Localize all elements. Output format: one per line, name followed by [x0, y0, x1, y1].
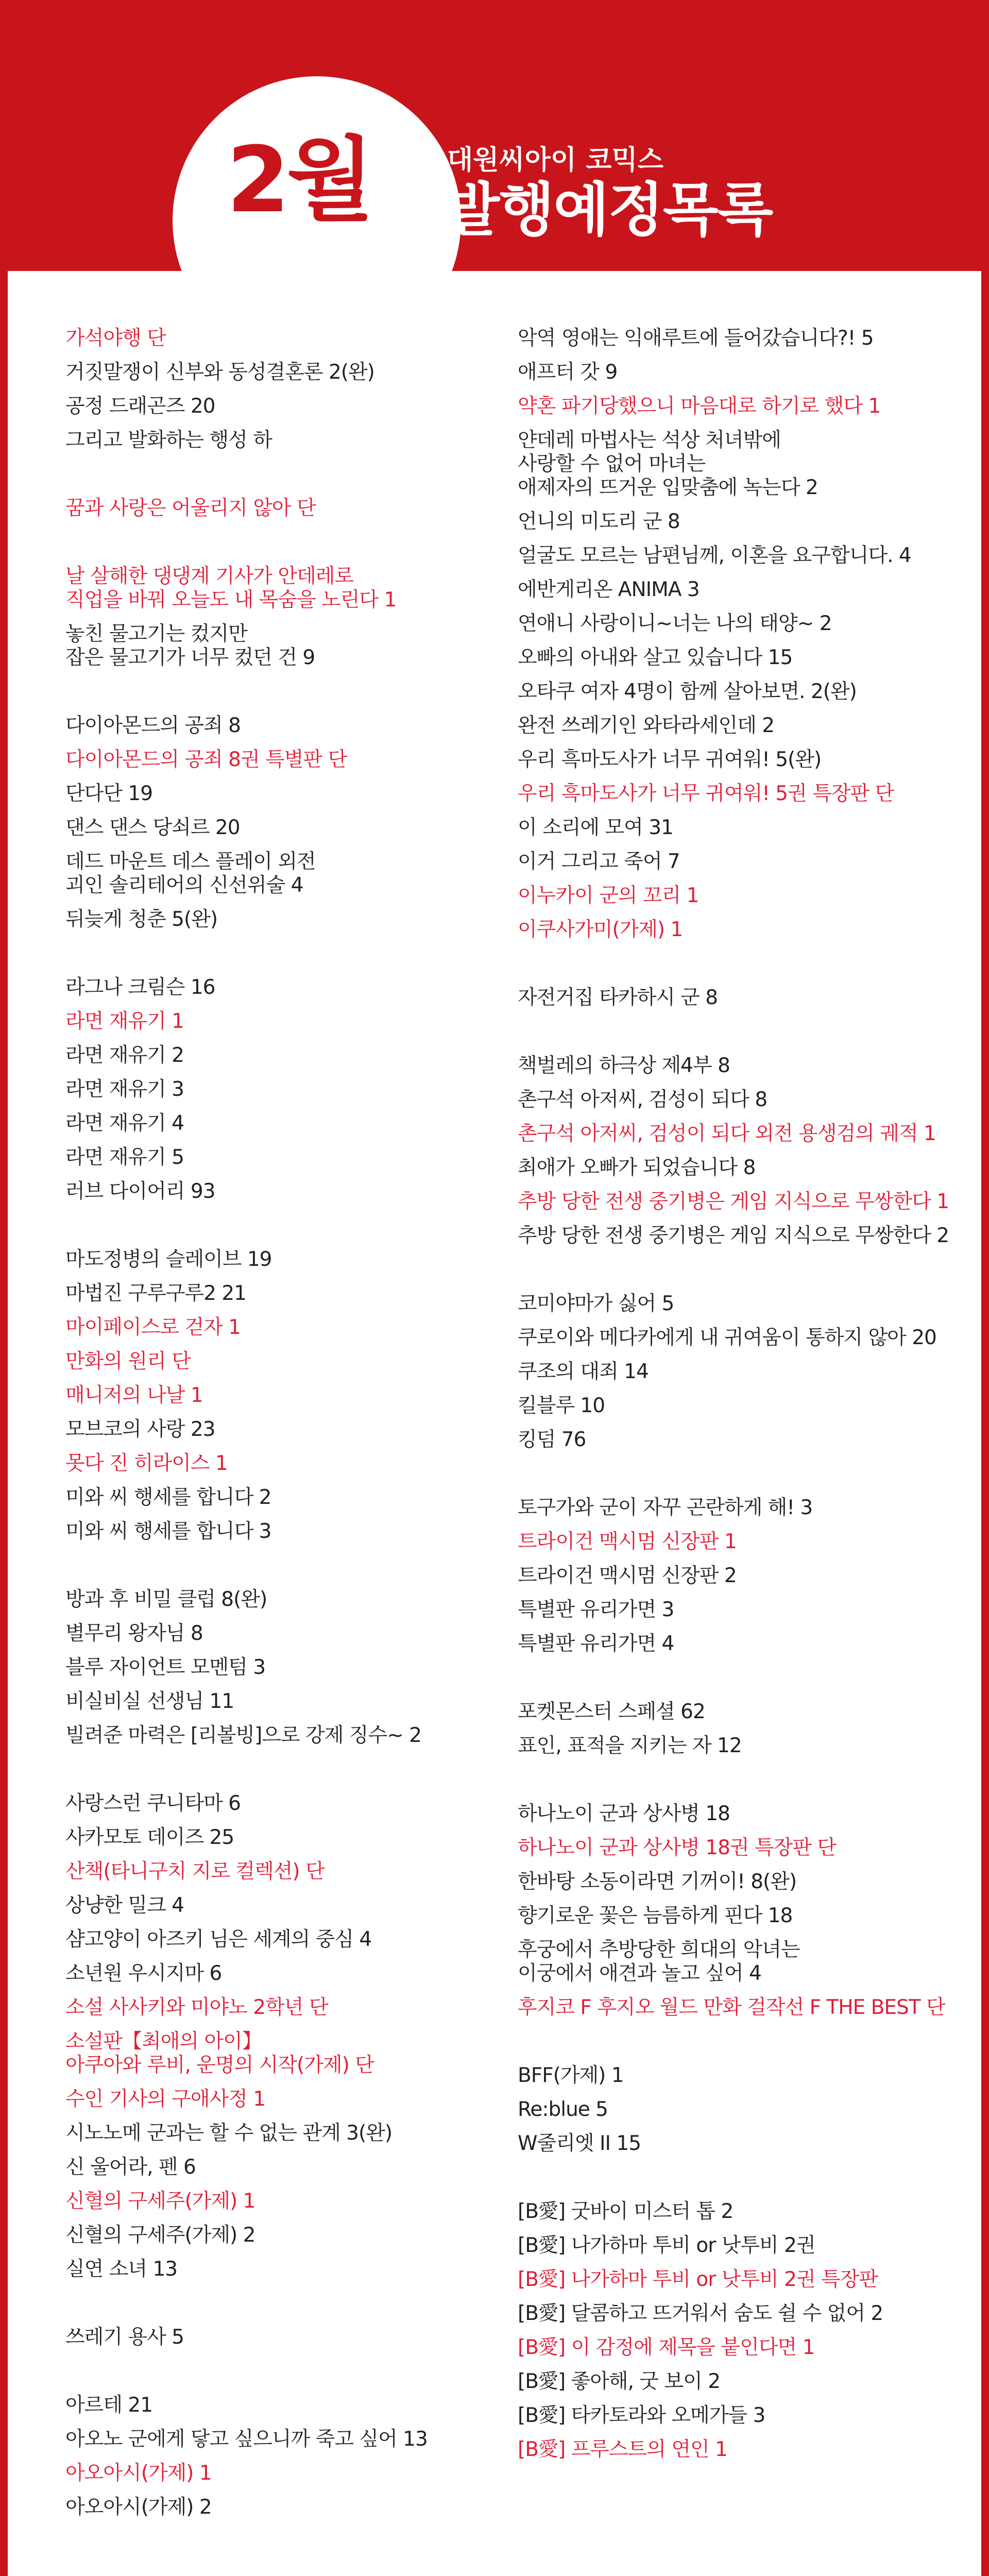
group-spacer	[65, 937, 498, 971]
release-title: [B愛] 굿바이 미스터 톱 2	[518, 2200, 734, 2223]
release-title: 시노노메 군과는 할 수 없는 관계 3(완)	[65, 2122, 393, 2145]
release-title: 최애가 오빠가 되었습니다 8	[518, 1156, 756, 1179]
release-title: 상냥한 밀크 4	[65, 1894, 184, 1917]
release-title: [B愛] 나가하마 투비 or 낫투비 2권	[518, 2234, 815, 2257]
release-title: 샴고양이 아즈키 님은 세계의 중심 4	[65, 1928, 372, 1951]
release-title: 촌구석 아저씨, 검성이 되다 8	[518, 1088, 768, 1111]
group-spacer	[518, 947, 976, 981]
release-title: 라면 재유기 4	[65, 1112, 184, 1135]
release-title: 트라이건 맥시멈 신장판 2	[518, 1564, 737, 1587]
release-title: 오빠의 아내와 살고 있습니다 15	[518, 646, 793, 669]
release-title: 완전 쓰레기인 와타라세인데 2	[518, 714, 775, 737]
release-title: 블루 자이언트 모멘텀 3	[65, 1656, 266, 1679]
header-banner	[0, 0, 989, 275]
release-title: 언니의 미도리 군 8	[518, 510, 680, 533]
group-spacer	[65, 1209, 498, 1243]
group-spacer	[518, 1763, 976, 1797]
release-title: 코미야마가 싫어 5	[518, 1292, 674, 1315]
release-title: 우리 흑마도사가 너무 귀여워! 5(완)	[518, 748, 822, 771]
month-label: 2월	[227, 127, 371, 233]
release-title: 라면 재유기 5	[65, 1146, 184, 1169]
group-spacer	[518, 1457, 976, 1491]
release-list-right	[518, 321, 976, 2467]
release-title-highlight: 이누카이 군의 꼬리 1	[518, 884, 699, 907]
release-title-highlight: 마이페이스로 걷자 1	[65, 1316, 241, 1339]
release-title: 포켓몬스터 스페셜 62	[518, 1700, 705, 1723]
release-title: 라그나 크림슨 16	[65, 976, 215, 999]
release-title: 방과 후 비밀 클럽 8(완)	[65, 1588, 267, 1611]
release-title: 마법진 구루구루2 21	[65, 1282, 246, 1305]
release-title-highlight: 우리 흑마도사가 너무 귀여워! 5권 특장판 단	[518, 782, 894, 805]
group-spacer	[518, 1015, 976, 1049]
release-title: 미와 씨 행세를 합니다 2	[65, 1486, 271, 1509]
release-title: 오타쿠 여자 4명이 함께 살아보면. 2(완)	[518, 680, 857, 703]
release-title-highlight: 신혈의 구세주(가제) 1	[65, 2190, 255, 2213]
release-title: 악역 영애는 익애루트에 들어갔습니다?! 5	[518, 327, 874, 350]
release-title: Re:blue 5	[518, 2098, 608, 2121]
release-title: 얀데레 마법사는 석상 처녀밖에 사랑할 수 없어 마녀는 애제자의 뜨거운 입맞춤에 녹는다 2	[518, 429, 818, 499]
release-title: 표인, 표적을 지키는 자 12	[518, 1734, 742, 1757]
release-title: 이 소리에 모여 31	[518, 816, 673, 839]
release-title: W줄리엣 II 15	[518, 2132, 641, 2155]
release-title: 책벌레의 하극상 제4부 8	[518, 1054, 730, 1077]
release-title: 신 울어라, 펜 6	[65, 2156, 196, 2179]
release-list-panel	[8, 271, 981, 2576]
release-title: 사카모토 데이즈 25	[65, 1826, 234, 1849]
release-title: 쿠로이와 메다카에게 내 귀여움이 통하지 않아 20	[518, 1326, 936, 1349]
release-title: 비실비실 선생님 11	[65, 1690, 234, 1713]
release-title: [B愛] 좋아해, 굿 보이 2	[518, 2370, 721, 2393]
release-title-highlight: 이쿠사가미(가제) 1	[518, 918, 683, 941]
release-title-highlight: 못다 진 히라이스 1	[65, 1452, 228, 1475]
release-title: 연애니 사랑이니~너는 나의 태양~ 2	[518, 612, 832, 635]
release-title: 사랑스런 쿠니타마 6	[65, 1792, 241, 1815]
release-title: 아오아시(가제) 2	[65, 2496, 212, 2519]
release-title: 빌려준 마력은 [리볼빙]으로 강제 징수~ 2	[65, 1724, 422, 1747]
release-title-highlight: 아오아시(가제) 1	[65, 2462, 212, 2485]
release-title: 토구가와 군이 자꾸 곤란하게 해! 3	[518, 1496, 813, 1519]
release-title-highlight: 트라이건 맥시멈 신장판 1	[518, 1530, 737, 1553]
release-title: 라면 재유기 2	[65, 1044, 184, 1067]
release-title: 마도정병의 슬레이브 19	[65, 1248, 272, 1271]
release-title: 킹덤 76	[518, 1428, 586, 1451]
release-title-highlight: 추방 당한 전생 중기병은 게임 지식으로 무쌍한다 1	[518, 1190, 949, 1213]
release-title: [B愛] 달콤하고 뜨거워서 숨도 쉴 수 없어 2	[518, 2302, 883, 2325]
release-title-highlight: 산책(타니구치 지로 컬렉션) 단	[65, 1860, 325, 1883]
release-title: 소년원 우시지마 6	[65, 1962, 222, 1985]
release-title: 다이아몬드의 공죄 8	[65, 714, 241, 737]
release-title-highlight: 촌구석 아저씨, 검성이 되다 외전 용생검의 궤적 1	[518, 1122, 936, 1145]
group-spacer	[518, 1661, 976, 1695]
release-title: 별무리 왕자님 8	[65, 1622, 203, 1645]
release-title-highlight: 라면 재유기 1	[65, 1010, 184, 1033]
release-title: 그리고 발화하는 행성 하	[65, 429, 272, 452]
release-title: 특별판 유리가면 4	[518, 1632, 674, 1655]
release-title: 향기로운 꽃은 늠름하게 핀다 18	[518, 1904, 793, 1927]
release-title: BFF(가제) 1	[518, 2064, 624, 2087]
release-title: 에반게리온 ANIMA 3	[518, 578, 700, 601]
release-title-highlight: 날 살해한 댕댕계 기사가 안데레로 직업을 바꿔 오늘도 내 목숨을 노린다 1	[65, 565, 397, 612]
release-title: 추방 당한 전생 중기병은 게임 지식으로 무쌍한다 2	[518, 1224, 949, 1247]
release-title: 실연 소녀 13	[65, 2258, 178, 2281]
group-spacer	[65, 526, 498, 560]
release-title: 쿠조의 대죄 14	[518, 1360, 649, 1383]
page-title: 발행예정목록	[444, 177, 773, 244]
group-spacer	[65, 2286, 498, 2320]
release-title-highlight: 후지코 F 후지오 월드 만화 걸작선 F THE BEST 단	[518, 1996, 945, 2019]
group-spacer	[518, 1253, 976, 1287]
release-title: 라면 재유기 3	[65, 1078, 184, 1101]
release-title-highlight: 꿈과 사랑은 어울리지 않아 단	[65, 497, 316, 520]
group-spacer	[518, 2161, 976, 2195]
release-title: 쓰레기 용사 5	[65, 2326, 184, 2349]
release-title: 미와 씨 행세를 합니다 3	[65, 1520, 271, 1543]
release-title: 킬블루 10	[518, 1394, 605, 1417]
release-title: 아르테 21	[65, 2394, 153, 2417]
release-title-highlight: 수인 기사의 구애사정 1	[65, 2088, 266, 2111]
group-spacer	[65, 1549, 498, 1583]
release-title: 댄스 댄스 당쇠르 20	[65, 816, 240, 839]
group-spacer	[65, 675, 498, 709]
release-title: 한바탕 소동이라면 기꺼이! 8(완)	[518, 1870, 797, 1893]
group-spacer	[65, 457, 498, 492]
release-title: 모브코의 사랑 23	[65, 1418, 215, 1441]
release-title-highlight: 매니저의 나날 1	[65, 1384, 203, 1407]
release-title-highlight: [B愛] 나가하마 투비 or 낫투비 2권 특장판	[518, 2268, 878, 2291]
group-spacer	[518, 2025, 976, 2059]
release-title-highlight: [B愛] 이 감정에 제목을 붙인다면 1	[518, 2336, 815, 2359]
release-title: 공정 드래곤즈 20	[65, 395, 215, 418]
release-title-highlight: 소설 사사키와 미야노 2학년 단	[65, 1996, 328, 2019]
release-title: 아오노 군에게 닿고 싶으니까 죽고 싶어 13	[65, 2428, 428, 2451]
release-title: 데드 마운트 데스 플레이 외전 괴인 솔리테어의 신선위술 4	[65, 850, 316, 897]
release-title: 애프터 갓 9	[518, 361, 618, 384]
release-title: 이거 그리고 죽어 7	[518, 850, 680, 873]
release-title-highlight: 가석야행 단	[65, 327, 166, 350]
release-title-highlight: 약혼 파기당했으니 마음대로 하기로 했다 1	[518, 395, 881, 418]
release-title: 특별판 유리가면 3	[518, 1598, 674, 1621]
release-title: 신혈의 구세주(가제) 2	[65, 2224, 255, 2247]
group-spacer	[65, 2354, 498, 2388]
release-list-left	[65, 321, 498, 2524]
release-title: [B愛] 타카토라와 오메가들 3	[518, 2404, 765, 2427]
release-title: 단다단 19	[65, 782, 153, 805]
release-title-highlight: 소설판【최애의 아이】 아쿠아와 루비, 운명의 시작(가제) 단	[65, 2030, 374, 2077]
release-title-highlight: [B愛] 프루스트의 연인 1	[518, 2438, 727, 2461]
release-title: 뒤늦게 청춘 5(완)	[65, 908, 218, 931]
release-title: 자전거집 타카하시 군 8	[518, 986, 718, 1009]
publisher-label: 대원씨아이 코믹스	[447, 145, 663, 176]
release-title: 하나노이 군과 상사병 18	[518, 1802, 730, 1825]
release-title-highlight: 다이아몬드의 공죄 8권 특별판 단	[65, 748, 347, 771]
release-title: 놓친 물고기는 컸지만 잡은 물고기가 너무 컸던 건 9	[65, 622, 315, 669]
release-title: 거짓말쟁이 신부와 동성결혼론 2(완)	[65, 361, 374, 384]
group-spacer	[65, 1753, 498, 1787]
release-title-highlight: 하나노이 군과 상사병 18권 특장판 단	[518, 1836, 837, 1859]
release-title: 러브 다이어리 93	[65, 1180, 215, 1203]
release-title: 후궁에서 추방당한 희대의 악녀는 이궁에서 애견과 놀고 싶어 4	[518, 1938, 800, 1985]
release-title: 얼굴도 모르는 남편님께, 이혼을 요구합니다. 4	[518, 544, 911, 567]
release-title-highlight: 만화의 원리 단	[65, 1350, 191, 1373]
